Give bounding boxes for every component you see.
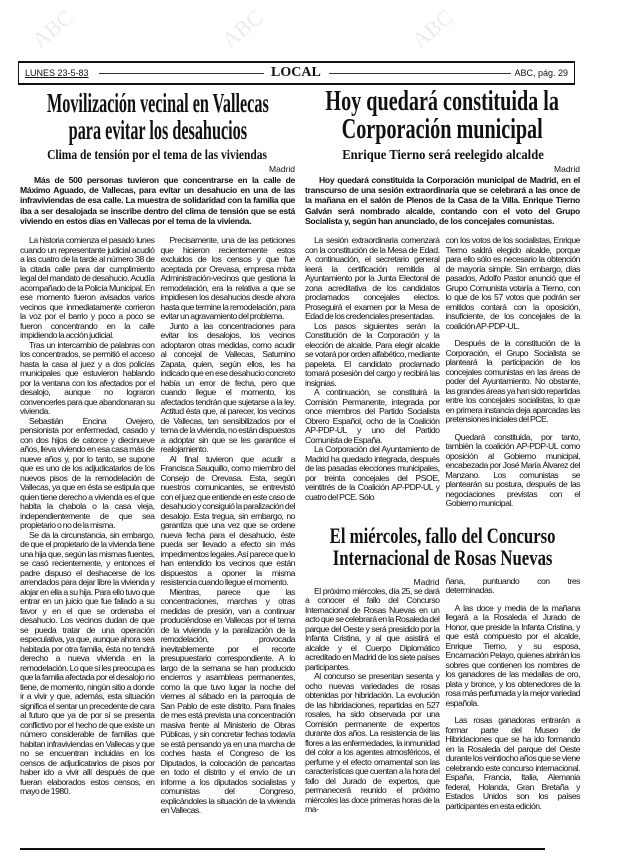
paragraph: Los pasos siguientes serán la Constitución de la Corporación y la elección de alcalde. Para elegir alcalde se votará por orden alfabético, mediante papeleta. El candidato proclamado tomará posesión del cargo y recibirá las insignias. — [305, 320, 440, 388]
article3-headline — [305, 522, 580, 570]
abc-watermark: ABC — [26, 4, 78, 53]
abc-watermark: ABC — [406, 4, 458, 53]
article1-byline: Madrid — [269, 164, 295, 174]
paragraph: ñana, puntuando con tres determinadas. — [445, 575, 580, 596]
headline-line: Hoy quedará constituida la — [325, 86, 560, 117]
paragraph: La sesión extraordinaria comenzará con la constitución de la Mesa de Edad. A continuación, el secretario general leerá la certificación remitida al Ayuntamiento por la Junta Electoral de zona acreditativa de los candidatos proclamados concejales electos. Proseguirá el examen por la Mesa de Edad de los credenciales presentadas. — [305, 235, 440, 322]
article2-byline: Madrid — [554, 164, 580, 174]
article1-subtitle: Clima de tensión por el tema de las viviendas — [47, 148, 268, 163]
header-rule — [99, 73, 264, 74]
paragraph: A las doce y media de la mañana llegará a la Rosaleda el Jurado de Honor, que preside la Infanta Cristina, y que está compuesto por el alcalde, Enrique Tierno, y su esposa, Encarnación Pelayo, quienes abrirán los sobres que contienen los nombres de los ganadores de las medallas de oro, plata y bronce, y los obtenedores de la rosa más perfumada y la mejor variedad española. — [445, 602, 580, 708]
headline-block — [47, 90, 269, 144]
article2-subtitle: Enrique Tierno será reelegido alcalde — [341, 148, 544, 163]
paragraph: Las rosas ganadoras entrarán a formar parte del Museo de Hibridaciones que se ha ido formando en la Rosaleda del parque del Oeste durante los veintiocho años que se viene celebrando este concurso internacional. España, Francia, Italia, Alemania federal, Holanda, Gran Bretaña y Estados Unidos son los países participantes en esta edición. — [445, 715, 580, 811]
article3-byline: Madrid — [413, 576, 440, 587]
paragraph: Al final tuvieron que acudir a Francisca Sauquillo, como miembro del Consejo de Orevasa. Esta, según nuestros comunicantes, se entrevistó con el juez que entiende en este caso de desahucio y consiguió la paralización del desalojo. Esta tregua, sin embargo, no garantiza que una vez que se ordene nueva fecha para el desahucio, éste pueda ser llevado a efecto sin más impedimentos legales. Así parece que lo han entendido los vecinos que están dispuestos a oponer la misma resistencia cuando llegue el momento. — [160, 453, 295, 588]
paragraph: Precisamente, una de las peticiones que hicieron recientemente estos excluidos de los censos y que fue aceptada por Orevasa, empresa mixta Administración-vecinos que gestiona la remodelación, era la relativa a que se impidiesen los desahucios desde ahora hasta que termine la remodelación, para evitar un agravamiento del problema. — [160, 235, 295, 322]
right-column — [305, 88, 580, 815]
paragraph: Se da la circunstancia, sin embargo, de que el propietario de la vivienda tiene una hija que, según las mismas fuentes, se casó recientemente, y entonces el padre dispuso el deshacerse de los arrendados para dejar libre la vivienda y alojar en ella a su hija. Para ello tuvo que entrar en un juicio que fue fallado a su favor y en el que se ordenaba el desahucio. Los vecinos dudan de que se pueda tratar de una operación especulativa, ya que, aunque ahora sea habitada por otra familia, ésta no tendrá derecho a nueva vivienda en la remodelación. Lo que sí les preocupa es que la familia afectada por el desalojo no tiene, de momento, ningún sitio a donde ir a vivir y que, además, esta situación significa el sentar un precedente de cara al futuro que ya de por sí se presenta conflictivo por el hecho de que existe un número considerable de familias que habitan infraviviendas en Vallecas y que no se encuentran incluidas en los censos de adjudicatarios de pisos por haber ido a vivir allí después de que fueran elaborados estos censos, en mayo de 1980. — [20, 529, 155, 797]
article2-columns — [305, 236, 580, 509]
paragraph: Junto a las concentraciones para evitar los desalojos, los vecinos adoptaron otras medidas, como acudir al concejal de Vallecas, Saturnino Zapata, quien, según ellos, les ha indicado que en ese desahucio concreto había un error de fecha, pero que cuando llegue el momento, los afectados tendrán que sujetarse a la ley. Actitud ésta que, al parecer, los vecinos de Vallecas, tan sensibilizados por el tema de la vivienda, no están dispuestos a adoptar sin que se les garantice el realojamiento. — [160, 320, 295, 455]
paragraph: La historia comienza el pasado lunes cuando un representante judicial acudió a las cuatro de la tarde al número 38 de la citada calle para dar cumplimiento legal del mandato de desahucio. Acudía acompañado de la Policía Municipal. En ese momento fueron avisados varios vecinos que inmediatamente corrieron la voz por el barrio y poco a poco se fueron concentrando en la calle impidiendo la acción judicial. — [20, 235, 155, 341]
bottom-rule — [20, 848, 545, 850]
paragraph: A continuación, se constituirá la Comisión Permanente, integrada por once miembros del Partido Socialista Obrero Español, ocho de la Coalición AP-PDP-UL y uno del Partido Comunista de España. — [305, 387, 440, 445]
headline-block — [329, 522, 556, 570]
article1 — [20, 90, 295, 816]
paragraph: El próximo miércoles, día 25, se dará a conocer el fallo del Concurso Internacional de Rosas Nuevas en un acto que se celebrará en la Rosaleda del parque del Oeste y será presidido por la Infanta Cristina, y al que asistirá el alcalde y el Cuerpo Diplomático acreditado en Madrid de los siete países participantes. — [305, 585, 440, 672]
article2-subtitle-wrap — [305, 144, 580, 164]
paragraph: Al concurso se presentan sesenta y ocho nuevas variedades de rosas obtenidas por hibridación. La evolución de las hibridaciones, repartidas en 527 rosales, ha sido observada por una Comisión permanente de expertos durante dos años. La resistencia de las flores a las enfermedades, la inmunidad del color a los agentes atmosféricos, el perfume y el efecto ornamental son las características que cuentan a la hora del fallo del Jurado de expertos, que permanecerá reunido el próximo miércoles las doce primeras horas de la ma- — [305, 671, 440, 815]
article1-column-1 — [20, 236, 155, 816]
paragraph: La Corporación del Ayuntamiento de Madrid ha quedado integrada, después de las pasadas elecciones municipales, por treinta concejales del PSOE, veintitrés de la Coalición AP-PDP-UL y cuatro del PCE. Sólo — [305, 444, 440, 502]
article3-column-1 — [305, 577, 440, 815]
section-title: LOCAL — [267, 65, 325, 81]
article3-columns — [305, 577, 580, 815]
paragraph: Sebastián Encina Ovejero, pensionista por enfermedad, casado y con dos hijos de catorce y diecinueve años, lleva viviendo en esa casa más de nueve años y, por lo tanto, se supone que es uno de los adjudicatarios de los nuevos pisos de la remodelación de Vallecas, ya que en ésta se estipula que quien tiene derecho a vivienda es el que habita la chabola o la casa vieja, independientemente de que sea propietario o no de la misma. — [20, 415, 155, 531]
article1-lead: Más de 500 personas tuvieron que concentrarse en la calle de Máximo Aguado, de Vallecas, para evitar un desahucio en una de las infraviviendas de esa calle. La muestra de solidaridad con la familia que iba a ser desalojada se inscribe dentro del clima de tensión que se está viviendo en estos días en Vallecas por el tema de la vivienda. — [20, 175, 295, 226]
article2-headline — [305, 88, 580, 144]
headline-line: El miércoles, fallo del Concurso — [329, 522, 556, 548]
article1-headline — [20, 90, 295, 144]
paragraph: Quedará constituida, por tanto, también la coalición AP-PDP-UL como oposición al Gobierno municipal, encabezada por José María Álvarez del Manzano. Los comunistas se plantearán su postura, después de las negociaciones previstas con el Gobierno municipal. — [445, 431, 580, 509]
headline-line: para evitar los desahucios — [68, 115, 247, 145]
issue-date: LUNES 23-5-83 — [25, 68, 89, 78]
article3 — [305, 522, 580, 815]
article3-column-2 — [446, 577, 581, 815]
headline-line: Corporación municipal — [341, 114, 544, 145]
paragraph: con los votos de los socialistas, Enrique Tierno saldrá elegido alcalde, porque para ello sólo es necesario la obtención de mayoría simple. Sin embargo, días pasados, Adolfo Pastor anunció que el Grupo Comunista votaría a Tierno, con lo que de los 57 votos que podrán ser emitidos contará con la oposición, insuficiente, de los concejales de la coalición AP-PDP-UL. — [445, 235, 580, 331]
header-rule — [329, 73, 519, 74]
article2-column-2 — [446, 236, 581, 509]
paragraph: Tras un intercambio de palabras con los concentrados, se permitió el acceso hasta la casa al juez y a dos policías municipales que estuvieron hablando por la ventana con los afectados por el desalojo, aunque no lograron convencerles para que abandonaran su vivienda. — [20, 339, 155, 417]
headline-line: Internacional de Rosas Nuevas — [332, 544, 553, 570]
article2-lead: Hoy quedará constituida la Corporación municipal de Madrid, en el transcurso de una sesión extraordinaria que se celebrará a las once de la mañana en el salón de Plenos de la Casa de la Villa. Enrique Tierno Galván será nombrado alcalde, contando con el voto del Grupo Socialista y, según han anunciado, de los concejales comunistas. — [305, 175, 580, 226]
paragraph: Mientras, parece que las concentraciones, marchas y otras medidas de presión, van a continuar produciéndose en Vallecas por el tema de la vivienda y la paralización de la remodelación, provocada inevitablemente por el recorte presupuestario correspondiente. A lo largo de la semana se han producido encierros y asambleas permanentes, como la que tuvo lugar la noche del viernes al sábado en la parroquia de San Pablo de este distrito. Para finales de mes está prevista una concentración masiva frente al Ministerio de Obras Públicas, y sin concretar fechas todavía se está pensando ya en una marcha de coches hasta el Congreso de los Diputados, la colocación de pancartas en todo el distrito y el envío de un informe a los diputados socialistas y comunistas del Congreso, explicándoles la situación de la vivienda en Vallecas. — [160, 586, 295, 816]
article2 — [305, 88, 580, 509]
headline-line: Movilización vecinal en Vallecas — [46, 88, 269, 118]
article2-column-1 — [305, 236, 440, 509]
article1-column-2 — [161, 236, 296, 816]
article1-columns — [20, 236, 295, 816]
paragraph: Después de la constitución de la Corporación, el Grupo Socialista se planteará la participación de los concejales comunistas en las áreas de poder del Ayuntamiento. No obstante, las grandes áreas ya han sido repartidas entre los concejales socialistas, lo que en primera instancia deja aparcadas las pretensiones iniciales del PCE. — [445, 338, 580, 425]
abc-watermark: ABC — [216, 4, 268, 53]
section-header-bar — [18, 61, 575, 85]
headline-block — [326, 88, 560, 144]
page-number: ABC, pág. 29 — [511, 68, 568, 78]
article1-subtitle-wrap — [20, 144, 295, 164]
